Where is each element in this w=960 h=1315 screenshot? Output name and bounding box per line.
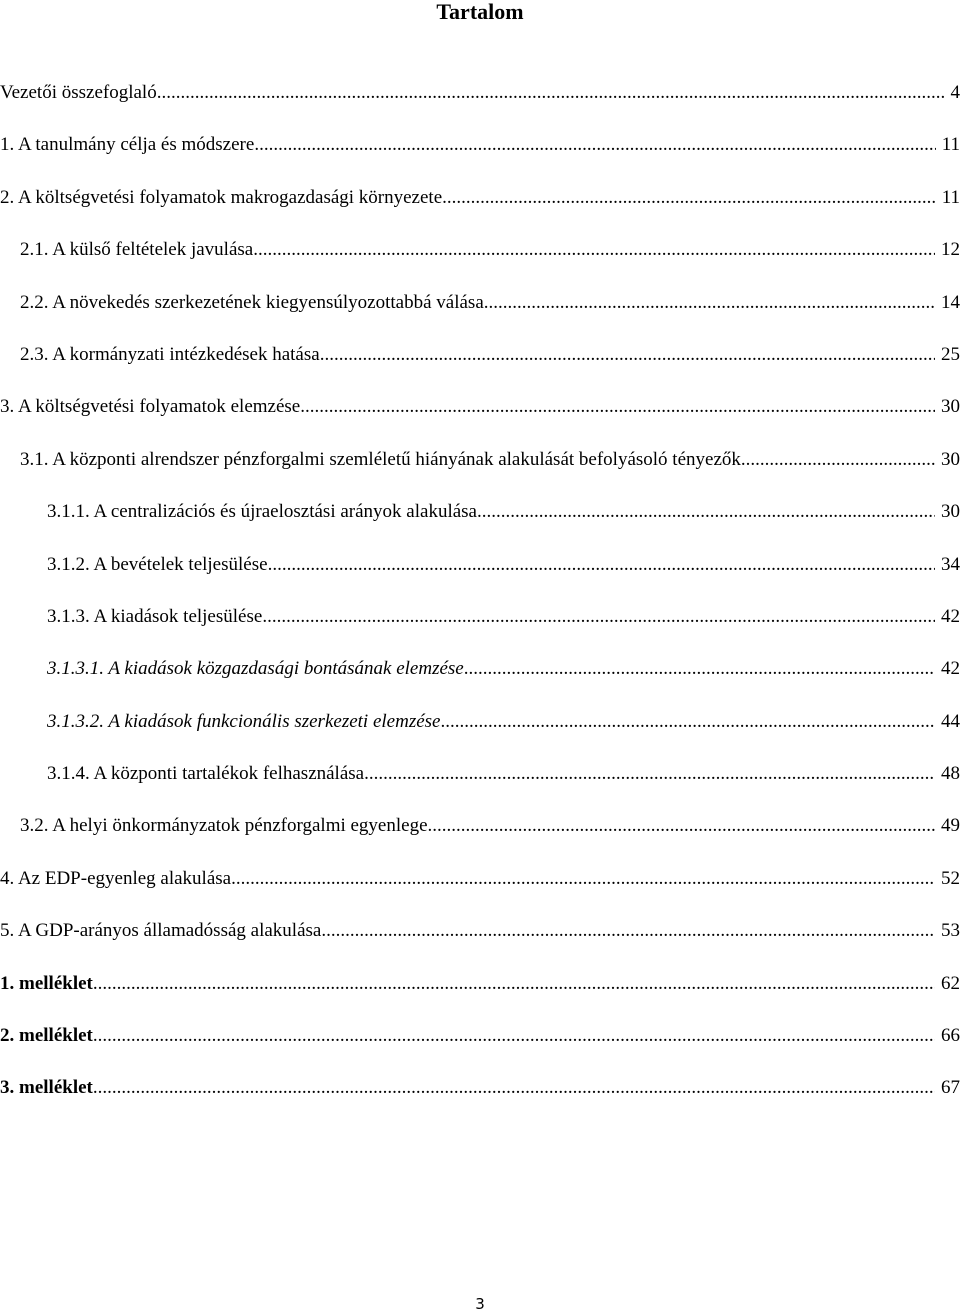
toc-leader-dots bbox=[484, 290, 935, 316]
toc-entry-page: 25 bbox=[941, 343, 960, 365]
toc-entry[interactable] bbox=[0, 342, 960, 394]
toc-leader-dots bbox=[231, 866, 935, 892]
toc-leader-dots bbox=[321, 918, 935, 944]
toc-entry-page: 30 bbox=[941, 501, 960, 523]
toc-entry-label: 2.3. A kormányzati intézkedések hatása bbox=[20, 343, 320, 365]
toc-entry-page: 11 bbox=[941, 134, 960, 156]
toc-entry[interactable] bbox=[0, 499, 960, 551]
toc-entry-page: 14 bbox=[941, 291, 960, 313]
page-title: Tartalom bbox=[436, 0, 524, 24]
toc-entry-label: 3. A költségvetési folyamatok elemzése bbox=[0, 396, 301, 418]
toc-entry[interactable] bbox=[0, 761, 960, 813]
toc-leader-dots bbox=[428, 813, 935, 839]
toc-entry-page: 62 bbox=[941, 972, 960, 994]
toc-entry-page: 52 bbox=[941, 867, 960, 889]
toc-entry-page: 42 bbox=[941, 605, 960, 627]
toc-leader-dots bbox=[320, 342, 935, 368]
toc-entry-page: 44 bbox=[941, 710, 960, 732]
toc-entry[interactable] bbox=[0, 132, 960, 184]
toc-leader-dots bbox=[364, 761, 935, 787]
toc-leader-dots bbox=[464, 656, 935, 682]
toc-leader-dots bbox=[157, 80, 945, 106]
toc-entry-label: 3.2. A helyi önkormányzatok pénzforgalmi egyenlege bbox=[20, 815, 428, 837]
toc-entry[interactable] bbox=[0, 447, 960, 499]
toc-entry[interactable] bbox=[0, 394, 960, 446]
toc-entry-label: 4. Az EDP-egyenleg alakulása bbox=[0, 867, 232, 889]
toc-entry[interactable] bbox=[0, 813, 960, 865]
toc-entry[interactable] bbox=[0, 552, 960, 604]
toc-entry-page: 67 bbox=[941, 1077, 960, 1099]
toc-leader-dots bbox=[741, 447, 935, 473]
toc-entry[interactable] bbox=[0, 604, 960, 656]
toc-entry-label: 1. A tanulmány célja és módszere bbox=[0, 134, 255, 156]
toc-entry-label: 2. melléklet bbox=[0, 1025, 93, 1047]
table-of-contents bbox=[0, 80, 960, 1128]
toc-leader-dots bbox=[268, 552, 935, 578]
toc-entry-label: 5. A GDP-arányos államadósság alakulása bbox=[0, 920, 322, 942]
toc-entry-label: 3.1.3.2. A kiadások funkcionális szerkezeti elemzése bbox=[47, 710, 441, 732]
toc-leader-dots bbox=[440, 709, 935, 735]
toc-entry-label: 3.1.3.1. A kiadások közgazdasági bontásának elemzése bbox=[47, 658, 464, 680]
toc-entry-page: 30 bbox=[941, 396, 960, 418]
toc-entry-page: 49 bbox=[941, 815, 960, 837]
toc-entry-label: 3. melléklet bbox=[0, 1077, 93, 1099]
toc-entry-page: 53 bbox=[941, 920, 960, 942]
toc-leader-dots bbox=[262, 604, 935, 630]
toc-entry-page: 11 bbox=[941, 186, 960, 208]
toc-leader-dots bbox=[93, 1023, 935, 1049]
page-number: 3 bbox=[475, 1295, 485, 1313]
toc-leader-dots bbox=[93, 971, 935, 997]
toc-entry-label: 3.1.3. A kiadások teljesülése bbox=[47, 605, 263, 627]
toc-entry-page: 42 bbox=[941, 658, 960, 680]
toc-entry-page: 66 bbox=[941, 1025, 960, 1047]
toc-leader-dots bbox=[253, 237, 935, 263]
toc-entry-page: 4 bbox=[950, 82, 960, 103]
toc-entry-label: 2.1. A külső feltételek javulása bbox=[20, 239, 254, 261]
toc-leader-dots bbox=[254, 132, 935, 158]
toc-entry[interactable] bbox=[0, 185, 960, 237]
toc-entry[interactable] bbox=[0, 709, 960, 761]
toc-entry[interactable] bbox=[0, 971, 960, 1023]
toc-entry-label: 3.1.2. A bevételek teljesülése bbox=[47, 553, 268, 575]
toc-leader-dots bbox=[477, 499, 935, 525]
toc-entry[interactable] bbox=[0, 290, 960, 342]
toc-entry[interactable] bbox=[0, 918, 960, 970]
toc-entry[interactable] bbox=[0, 1075, 960, 1127]
toc-entry-label: 3.1.1. A centralizációs és újraelosztási arányok alakulása bbox=[47, 501, 477, 523]
toc-entry-page: 48 bbox=[941, 763, 960, 785]
toc-leader-dots bbox=[93, 1075, 935, 1101]
toc-entry[interactable] bbox=[0, 1023, 960, 1075]
toc-leader-dots bbox=[300, 394, 935, 420]
toc-entry[interactable] bbox=[0, 237, 960, 289]
toc-entry-page: 12 bbox=[941, 239, 960, 261]
toc-entry-label: 3.1.4. A központi tartalékok felhasználása bbox=[47, 763, 365, 785]
toc-entry-label: 2.2. A növekedés szerkezetének kiegyensúlyozottabbá válása bbox=[20, 291, 484, 313]
toc-entry[interactable] bbox=[0, 866, 960, 918]
toc-entry-label: 2. A költségvetési folyamatok makrogazdasági környezete bbox=[0, 186, 443, 208]
toc-entry-label: 3.1. A központi alrendszer pénzforgalmi szemléletű hiányának alakulását befolyásoló tényezők bbox=[20, 448, 741, 470]
toc-entry-label: Vezetői összefoglaló bbox=[0, 82, 157, 103]
toc-entry-page: 34 bbox=[941, 553, 960, 575]
toc-entry-page: 30 bbox=[941, 448, 960, 470]
toc-entry[interactable] bbox=[0, 80, 960, 132]
toc-entry[interactable] bbox=[0, 656, 960, 708]
toc-entry-label: 1. melléklet bbox=[0, 972, 93, 994]
toc-leader-dots bbox=[442, 185, 936, 211]
